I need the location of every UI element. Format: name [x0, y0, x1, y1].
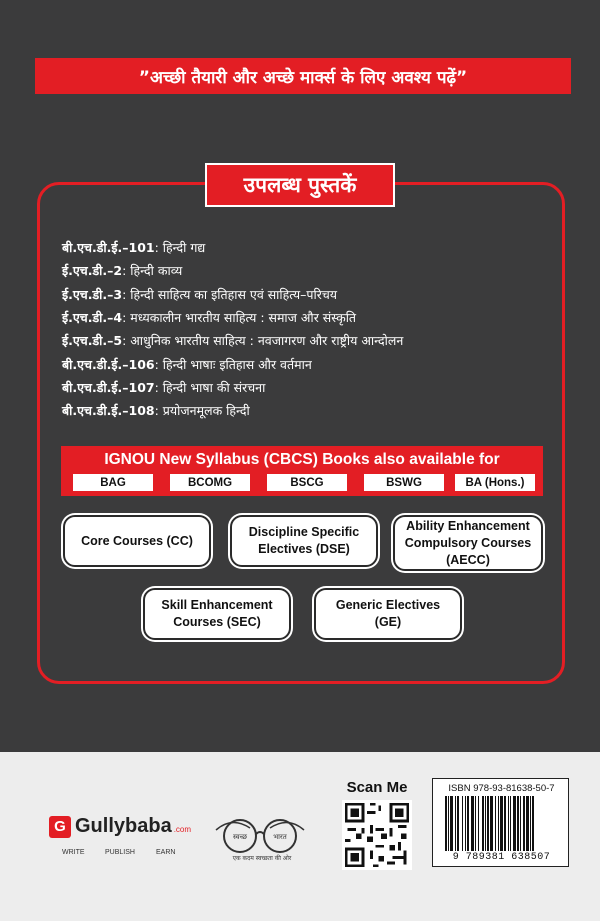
swachh-bharat-logo — [212, 808, 308, 856]
book-name: : हिन्दी भाषा की संरचना — [154, 379, 266, 395]
book-name: : आधुनिक भारतीय साहित्य : नवजागरण और राष्ट्रीय आन्दोलन — [122, 333, 404, 349]
swachh-caption: एक कदम स्वच्छता की ओर — [232, 855, 292, 862]
book-name: : प्रयोजनमूलक हिन्दी — [154, 403, 250, 419]
course-aecc — [393, 515, 543, 571]
book-code: ई.एच.डी.–4 — [62, 310, 123, 326]
swachh-left-text: स्वच्छ — [232, 833, 248, 841]
book-code: ई.एच.डी.–2 — [62, 263, 123, 279]
barcode — [443, 796, 560, 851]
program-tag-bscg: BSCG — [267, 474, 347, 491]
publisher-tagline-write: WRITE — [62, 849, 85, 856]
book-list — [62, 236, 403, 422]
isbn-digits: 9 789381 638507 — [452, 852, 551, 863]
program-tag-ba-hons: BA (Hons.) — [455, 474, 535, 491]
publisher-name: Gullybaba — [75, 815, 172, 837]
book-item — [62, 399, 403, 422]
tagline-banner — [35, 58, 571, 94]
isbn-barcode-box — [432, 778, 569, 867]
course-ge-label: Generic Electives (GE) — [335, 598, 441, 629]
book-code: बी.एच.डी.ई.–107 — [62, 379, 155, 395]
course-aecc-label: Ability Enhancement Compulsory Courses (AECC) — [404, 518, 532, 567]
program-tag-bag: BAG — [73, 474, 153, 491]
course-core-label: Core Courses (CC) — [81, 533, 193, 548]
availability-banner — [61, 446, 543, 496]
program-tag-bswg: BSWG — [364, 474, 444, 491]
book-code: बी.एच.डी.ई.–101 — [62, 240, 155, 256]
course-sec-label: Skill Enhancement Courses (SEC) — [161, 598, 273, 629]
course-ge — [314, 588, 462, 640]
course-dse-label: Discipline Specific Electives (DSE) — [248, 525, 360, 556]
book-item — [62, 352, 403, 375]
book-name: : हिन्दी भाषाः इतिहास और वर्तमान — [154, 356, 312, 372]
book-item — [62, 236, 403, 259]
publisher-tagline-publish: PUBLISH — [105, 849, 135, 856]
book-code: ई.एच.डी.–5 — [62, 333, 123, 349]
book-code: बी.एच.डी.ई.–108 — [62, 403, 155, 419]
book-item — [62, 259, 403, 282]
course-sec — [143, 588, 291, 640]
program-tag-bcomg: BCOMG — [170, 474, 250, 491]
book-name: : हिन्दी काव्य — [122, 263, 183, 279]
books-panel-title: उपलब्ध पुस्तकें — [205, 163, 395, 207]
qr-code — [342, 800, 412, 870]
tagline-text: ”अच्छी तैयारी और अच्छे मार्क्स के लिए अवश्य पढ़ें” — [138, 67, 468, 88]
book-name: : हिन्दी साहित्य का इतिहास एवं साहित्य–परिचय — [122, 286, 338, 302]
book-item — [62, 306, 403, 329]
book-name: : हिन्दी गद्य — [154, 240, 206, 256]
isbn-label: ISBN 978-93-81638-50-7 — [448, 783, 555, 794]
book-item — [62, 329, 403, 352]
publisher-domain: .com — [173, 825, 192, 834]
book-name: : मध्यकालीन भारतीय साहित्य : समाज और संस्कृति — [122, 310, 357, 326]
publisher-tagline-earn: EARN — [156, 849, 176, 856]
book-code: बी.एच.डी.ई.–106 — [62, 356, 155, 372]
course-dse — [230, 515, 378, 567]
publisher-logo — [49, 815, 191, 838]
swachh-right-text: भारत — [273, 833, 287, 841]
course-core — [63, 515, 211, 567]
book-item — [62, 283, 403, 306]
publisher-logo-icon: G — [49, 816, 71, 838]
book-item — [62, 376, 403, 399]
book-code: ई.एच.डी.–3 — [62, 286, 123, 302]
availability-title: IGNOU New Syllabus (CBCS) Books also available for — [104, 451, 500, 468]
scan-me-label: Scan Me — [346, 779, 408, 796]
